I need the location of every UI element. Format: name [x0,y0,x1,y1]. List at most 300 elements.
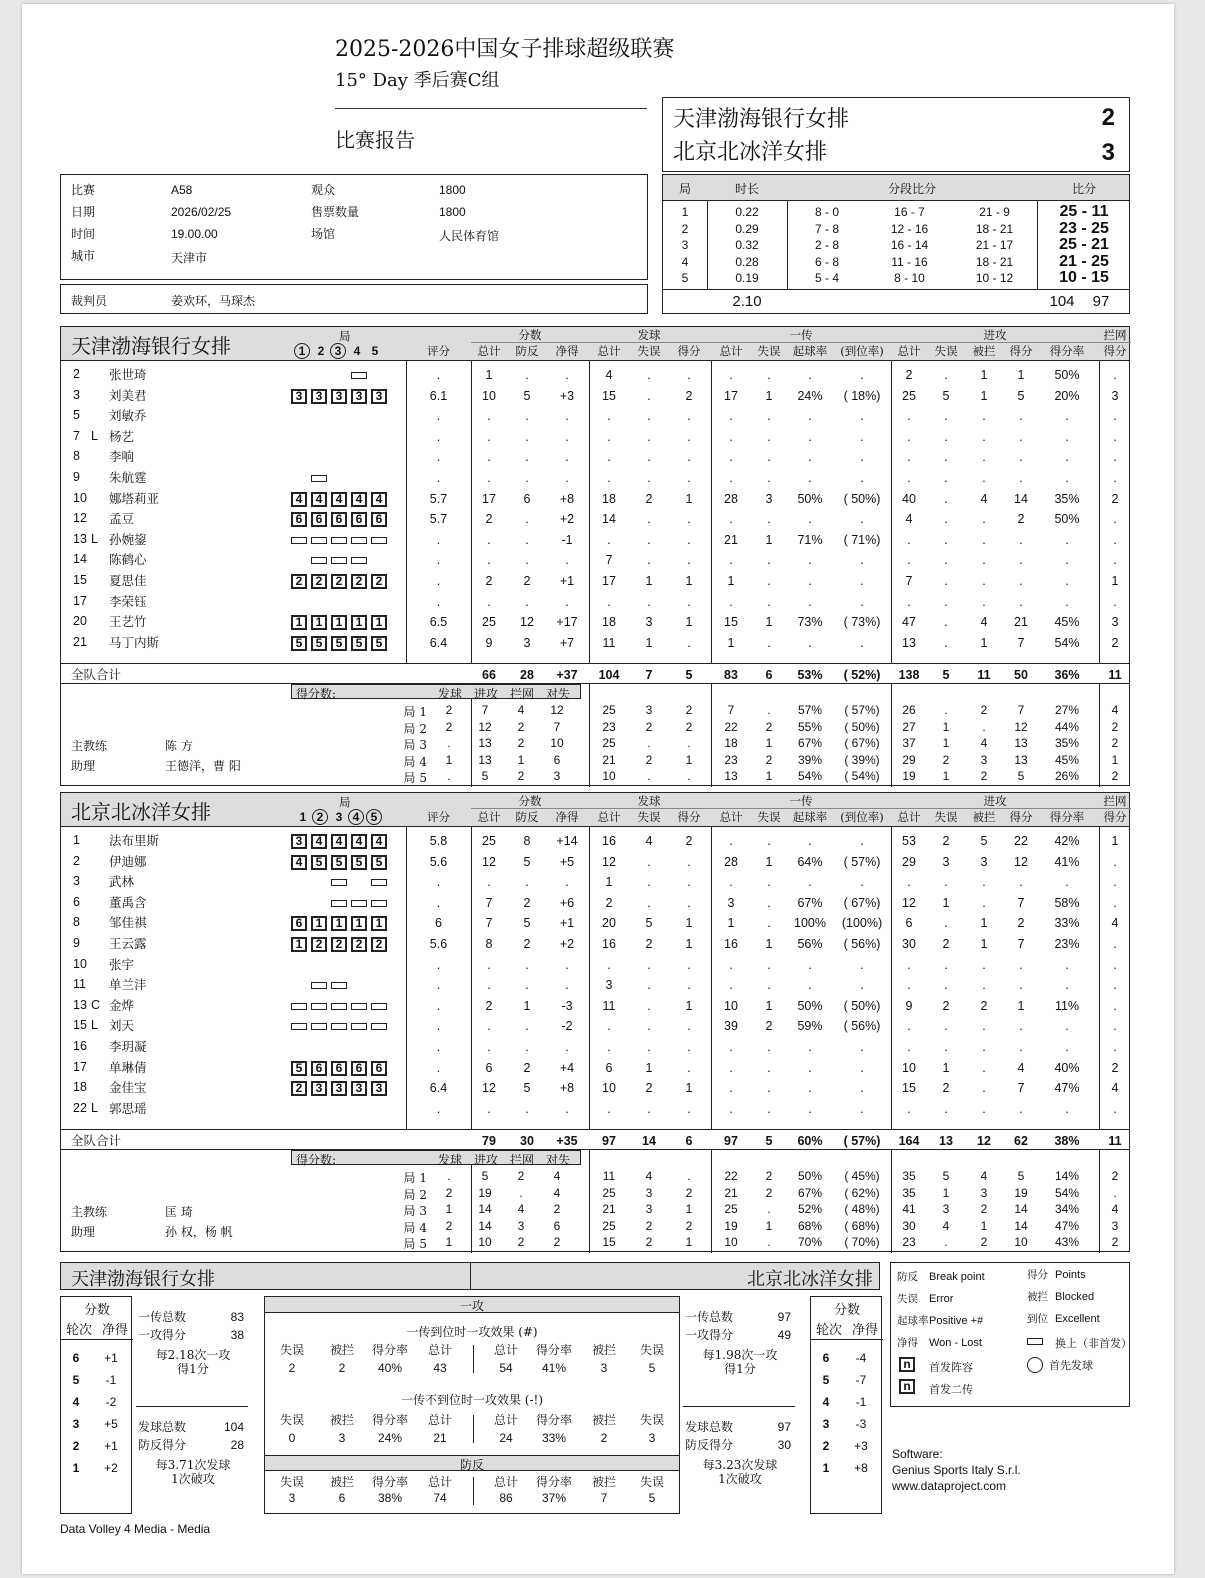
legend-value: Blocked [1055,1291,1095,1303]
player-number: 2 [73,367,80,381]
rotation-boxes [291,449,391,464]
mid-col: 得分率 [371,1475,408,1489]
stat-rpos: 71% [797,532,823,547]
player-name: 李响 [109,449,135,465]
stat-rating: . [436,978,441,993]
player-row [61,975,1129,996]
stat-ae: 2 [942,937,950,951]
stat-rpos: 64% [797,854,823,869]
rotation-no: 5 [72,1373,80,1387]
set-number: 4 [348,809,364,825]
stat-at: . [907,1019,911,1034]
set-rpos: 52% [797,1202,823,1217]
rot-position: 3 [291,389,307,404]
stat-st: . [607,1040,611,1054]
legend-key: 得分 [1027,1269,1048,1281]
stat-se: . [647,594,651,609]
stat-se: 2 [645,937,653,951]
total-re: 5 [765,1134,773,1148]
set-p2: 16 - 7 [894,205,925,219]
stat-rating: . [436,368,441,382]
player-name: 刘天 [109,1018,135,1034]
stat-rpos: . [808,1040,812,1054]
stat-bp: . [525,1019,529,1034]
rot-sub [371,900,387,907]
stat-rpos: . [808,594,812,609]
rotation-set-numbers [294,343,384,359]
software-url: www.dataproject.com [892,1479,1007,1493]
set-time: 0.28 [735,254,759,269]
stat-sp: . [687,957,691,972]
player-name: 李荣钰 [109,593,147,609]
rot-position: 5 [351,636,367,651]
stat-re: 1 [765,615,773,630]
rotation-box [810,1296,882,1514]
total-ab: 11 [977,668,991,682]
stat-sp: 1 [685,615,693,630]
stat-bp: 2 [523,1060,531,1075]
stat-bk: . [1113,937,1117,951]
total-label: 全队合计 [71,667,122,682]
set-at: 19 [902,769,916,784]
stat-ae: 2 [942,834,950,848]
set-re: . [767,1202,771,1217]
stat-bp: 8 [523,834,531,848]
stat-at: 53 [902,834,916,848]
stat-pt: . [487,409,491,424]
set-re: 2 [765,1169,773,1183]
rotation-net: -2 [105,1395,117,1409]
stat-rpos: 67% [797,895,823,910]
col-a_err: 失误 [934,810,958,824]
set-ae: . [944,1235,948,1250]
stat-st: 15 [602,388,616,403]
legend-value: Error [929,1293,954,1305]
player-name: 刘敏乔 [109,408,147,424]
total-b: 97 [1092,293,1110,310]
stat-bp: 5 [523,916,531,931]
stat-se: . [647,388,651,403]
stat-apct: 40% [1054,1060,1080,1075]
rot-h1: 轮次 [65,1323,92,1338]
stat-rt: . [729,553,733,568]
stat-bp: . [525,409,529,424]
set-ap: 13 [1014,736,1028,751]
set-atk: 10 [478,1235,492,1250]
set-se: 4 [645,1169,653,1183]
stat-ab: . [982,1101,986,1116]
stat-ap: 2 [1017,916,1025,931]
divider [335,108,647,109]
set-ae: 1 [942,769,950,784]
stat-ae: 2 [942,1081,950,1096]
stat-rexc: . [860,574,864,588]
score-col: 对失 [545,687,570,701]
stat-note: 得1分 [724,1362,756,1376]
rotation-boxes [291,874,391,889]
set-sp: 2 [685,719,693,734]
team-header [61,793,1129,827]
stat-at: 2 [905,368,913,382]
stat-pt: 17 [482,491,496,506]
stat-rexc: . [860,875,864,890]
set-blk: 2 [517,769,525,784]
stat-sp: . [687,1101,691,1116]
stat-rpos: . [808,409,812,424]
legend-value: Break point [929,1271,985,1283]
stat-re: . [767,512,771,527]
stat-se: . [647,429,651,444]
set-bk: 2 [1111,736,1119,751]
stat-ap: . [1019,978,1023,993]
coach-label: 主教练 [71,1205,108,1219]
mid-val: 0 [288,1431,296,1445]
stat-net: . [565,368,569,382]
set-rpos: 67% [797,1185,823,1200]
set-se: . [647,736,651,751]
set-atk: 5 [481,1169,489,1183]
stat-value: 97 [777,1310,791,1324]
stat-se: . [647,450,651,465]
set-p1: 8 - 0 [814,205,839,219]
stat-rt: . [729,957,733,972]
set-p1: 7 - 8 [814,221,839,236]
stat-ab: 1 [980,635,988,650]
legend-value: 换上（非首发） [1055,1338,1132,1350]
set-breakdown-row [61,703,1129,720]
stat-ap: . [1019,409,1023,424]
team-a-sets: 2 [1101,104,1115,131]
stat-rpos: . [808,635,812,650]
set-ab: 2 [980,1202,988,1217]
rot-position: 3 [351,389,367,404]
stat-rpos: . [808,429,812,444]
grid-line [61,683,1129,684]
set-bk: 1 [1111,752,1119,767]
player-name: 夏思佳 [109,573,147,588]
set-re: 2 [765,752,773,767]
rot-h2: 净得 [101,1323,128,1338]
stat-pt: 25 [482,615,496,630]
stat-apct: 50% [1054,512,1080,527]
stat-bk: 3 [1111,388,1119,403]
rot-sub [311,557,327,564]
group-recv: 一传 [789,794,813,808]
stat-re: . [767,978,771,993]
stat-ab: . [982,532,986,547]
stat-apct: 47% [1054,1081,1080,1096]
report-title: 比赛报告 [335,128,415,152]
group-points: 分数 [518,328,542,342]
total-label: 全队合计 [71,1133,122,1148]
stat-net: . [565,409,569,424]
rotation-no: 5 [822,1373,830,1387]
mid-val: 2 [338,1361,346,1375]
stat-rating: . [436,1040,441,1054]
stat-re: . [767,1040,771,1054]
player-number: 18 [73,1080,87,1095]
stat-st: . [607,1101,611,1116]
stat-rt: 10 [724,998,738,1013]
stat-re: 1 [765,854,773,869]
total-bk: 11 [1108,668,1122,682]
stat-rating: . [436,1019,441,1034]
mid-val: 3 [648,1431,656,1445]
rotation-set-numbers [294,809,384,825]
rotation-no: 3 [822,1417,830,1431]
coach-name: 匡 琦 [165,1205,193,1219]
set-opp: 2 [553,1202,561,1217]
stat-label: 一传总数 [138,1310,187,1324]
rotation-net: -3 [855,1417,867,1431]
set-bk: 2 [1111,769,1119,784]
stat-ab: 1 [980,368,988,382]
stat-se: . [647,409,651,424]
set-sp: 2 [685,703,693,717]
set-st: 25 [602,1185,616,1200]
col-blk_pts: 得分 [1103,810,1127,824]
set-at: 30 [902,1218,916,1233]
player-name: 张宇 [109,956,135,972]
stat-rating: . [436,594,441,609]
stat-bk: 2 [1111,635,1119,650]
total-sp: 5 [685,668,693,682]
set-ap: 13 [1014,752,1028,767]
player-name: 张世琦 [109,367,147,382]
stat-bp: . [525,512,529,527]
stat-sp: 1 [685,574,693,588]
player-number: 21 [73,634,87,649]
set-rexc: ( 54%) [844,769,880,784]
mid-val: 40% [377,1361,403,1375]
rot-sub [331,1003,347,1010]
stat-rating: . [436,532,441,547]
mid-val: 38% [377,1491,403,1505]
col-a_blk: 被拦 [972,344,996,358]
stat-st: . [607,471,611,485]
rotation-boxes [291,1039,391,1054]
player-name: 王云露 [109,936,147,951]
stat-rating: . [436,409,441,424]
rot-position: 1 [291,937,307,952]
stat-st: . [607,957,611,972]
total-se: 14 [642,1134,656,1148]
stat-se: . [647,895,651,910]
set-breakdown-row [61,736,1129,753]
player-name: 王艺竹 [109,614,147,630]
rot-title: 分数 [83,1303,110,1318]
set-ap: 14 [1014,1202,1028,1217]
set-at: 29 [902,752,916,767]
info-label: 售票数量 [311,205,360,219]
col-rating: 评分 [427,810,450,824]
set-rpos: 57% [797,703,823,717]
stat-rpos: . [808,368,812,382]
rot-position: 2 [291,1081,307,1096]
stat-re: 1 [765,532,773,547]
stat-note: 每3.23次发球 [702,1458,778,1472]
stat-rating: 6.1 [429,388,448,403]
stat-rt: . [729,594,733,609]
stat-re: . [767,895,771,910]
stat-rating: . [436,998,441,1013]
stat-sp: . [687,532,691,547]
stat-sp: . [687,875,691,890]
rotation-boxes [291,854,391,870]
col-s_total: 总计 [597,810,621,824]
bottom-team-b: 北京北冰洋女排 [747,1269,873,1290]
stat-ab: 3 [980,854,988,869]
set-p2: 12 - 16 [890,221,929,236]
rot-position: 6 [331,512,347,527]
set-re: 1 [765,1218,773,1233]
stat-re: . [767,1060,771,1075]
stat-pt: 9 [485,635,493,650]
stat-bk: . [1113,450,1117,465]
mid-col: 被拦 [329,1343,354,1357]
set-p3: 10 - 12 [975,271,1014,285]
stat-bk: . [1113,998,1117,1013]
grid-line [471,808,1131,809]
stat-rexc: . [860,512,864,527]
stat-se: . [647,998,651,1013]
set-rpos: 50% [797,1169,823,1183]
team-a-name: 天津渤海银行女排 [673,107,850,132]
stat-bp: . [525,978,529,993]
stat-rexc: . [860,1040,864,1054]
stat-label: 发球总数 [138,1420,187,1434]
rot-position: 6 [371,1061,387,1076]
stat-pt: 12 [482,854,496,869]
mid-col: 失误 [639,1475,664,1489]
mid-col: 总计 [427,1413,452,1427]
set-number: 3 [330,343,346,359]
set-ae: 5 [942,1169,950,1183]
mid-col: 被拦 [329,1413,354,1427]
rotation-boxes [291,573,391,589]
set-time: 0.19 [735,271,759,285]
stat-se: . [647,957,651,972]
set-rexc: ( 67%) [844,736,880,751]
rot-position: 1 [351,615,367,630]
stat-value: 38 [230,1328,244,1342]
stat-apct: . [1065,471,1069,485]
stat-ab: 1 [980,937,988,951]
stat-st: . [607,409,611,424]
set-sp: . [687,769,691,784]
assistant-names: 孙 权，杨 帆 [165,1225,233,1239]
col-s_pts: 得分 [677,344,701,358]
group-blk: 拦网 [1103,328,1127,342]
player-name: 董禹含 [109,894,147,910]
total-rexc: ( 52%) [843,668,881,682]
rotation-boxes [291,594,391,609]
stat-se: . [647,875,651,890]
stat-apct: . [1065,1040,1069,1054]
stat-at: 29 [902,854,916,869]
set-blk: 2 [517,719,525,734]
stat-rpos: . [808,553,812,568]
set-sv: 1 [445,1202,453,1217]
player-name: 娜塔莉亚 [109,490,160,506]
player-number: 20 [73,614,87,629]
col-a_pct: 得分率 [1049,810,1085,824]
stat-apct: 11% [1054,998,1080,1013]
mid-val: 41% [541,1361,567,1375]
stat-rpos: 24% [797,388,823,403]
stat-ap: . [1019,429,1023,444]
set-label: 局 5 [403,771,427,786]
set-ap: 7 [1017,703,1025,717]
set-blk: 4 [517,1202,525,1217]
rot-sub [371,1003,387,1010]
stat-rexc: ( 50%) [843,491,881,506]
stat-rpos: 50% [797,491,823,506]
info-value: 1800 [439,205,466,219]
stat-ae: . [944,1101,948,1116]
set-blk: . [519,1185,523,1200]
rotation-boxes [291,532,391,547]
score-col: 拦网 [509,1153,534,1167]
stat-sp: . [687,512,691,527]
stat-rating: . [436,450,441,465]
first-attack-box [264,1296,680,1514]
grid-line [61,663,1129,664]
set-rt: 18 [724,736,738,751]
stat-bk: . [1113,854,1117,869]
info-value: 1800 [439,183,466,197]
set-p2: 11 - 16 [891,254,928,269]
stat-bk: . [1113,532,1117,547]
hdr-partial: 分段比分 [887,182,936,196]
rot-position: 2 [351,574,367,589]
set-time: 0.22 [735,205,759,219]
set-atk: 13 [478,752,492,767]
stat-bk: . [1113,875,1117,890]
score-col: 发球 [437,687,462,701]
stat-at: . [907,532,911,547]
mid-col: 得分率 [535,1413,572,1427]
stat-sp: . [687,1040,691,1054]
stat-ab: . [982,1040,986,1054]
rot-position: 2 [311,937,327,952]
stat-net: . [565,450,569,465]
stat-net: . [565,1040,569,1054]
stat-re: . [767,1081,771,1096]
stat-st: . [607,594,611,609]
stat-at: 6 [905,916,913,931]
stat-ab: 2 [980,998,988,1013]
set-apct: 43% [1054,1235,1080,1250]
bottom-team-a: 天津渤海银行女排 [71,1269,215,1290]
set-rexc: ( 70%) [844,1235,880,1250]
rot-position: 1 [331,916,347,931]
rot-sub [331,982,347,989]
stat-pt: . [487,1040,491,1054]
stat-se: . [647,553,651,568]
stat-rating: . [436,553,441,568]
set-at: 35 [902,1185,916,1200]
coach-name: 陈 方 [165,739,193,753]
stat-st: 17 [602,574,616,588]
player-row [61,913,1129,934]
stat-ae: . [944,409,948,424]
stat-ab: 5 [980,834,988,848]
stat-ab: . [982,1019,986,1034]
stat-ae: 2 [942,998,950,1013]
stat-pt: 7 [485,916,493,931]
stat-net: . [565,471,569,485]
